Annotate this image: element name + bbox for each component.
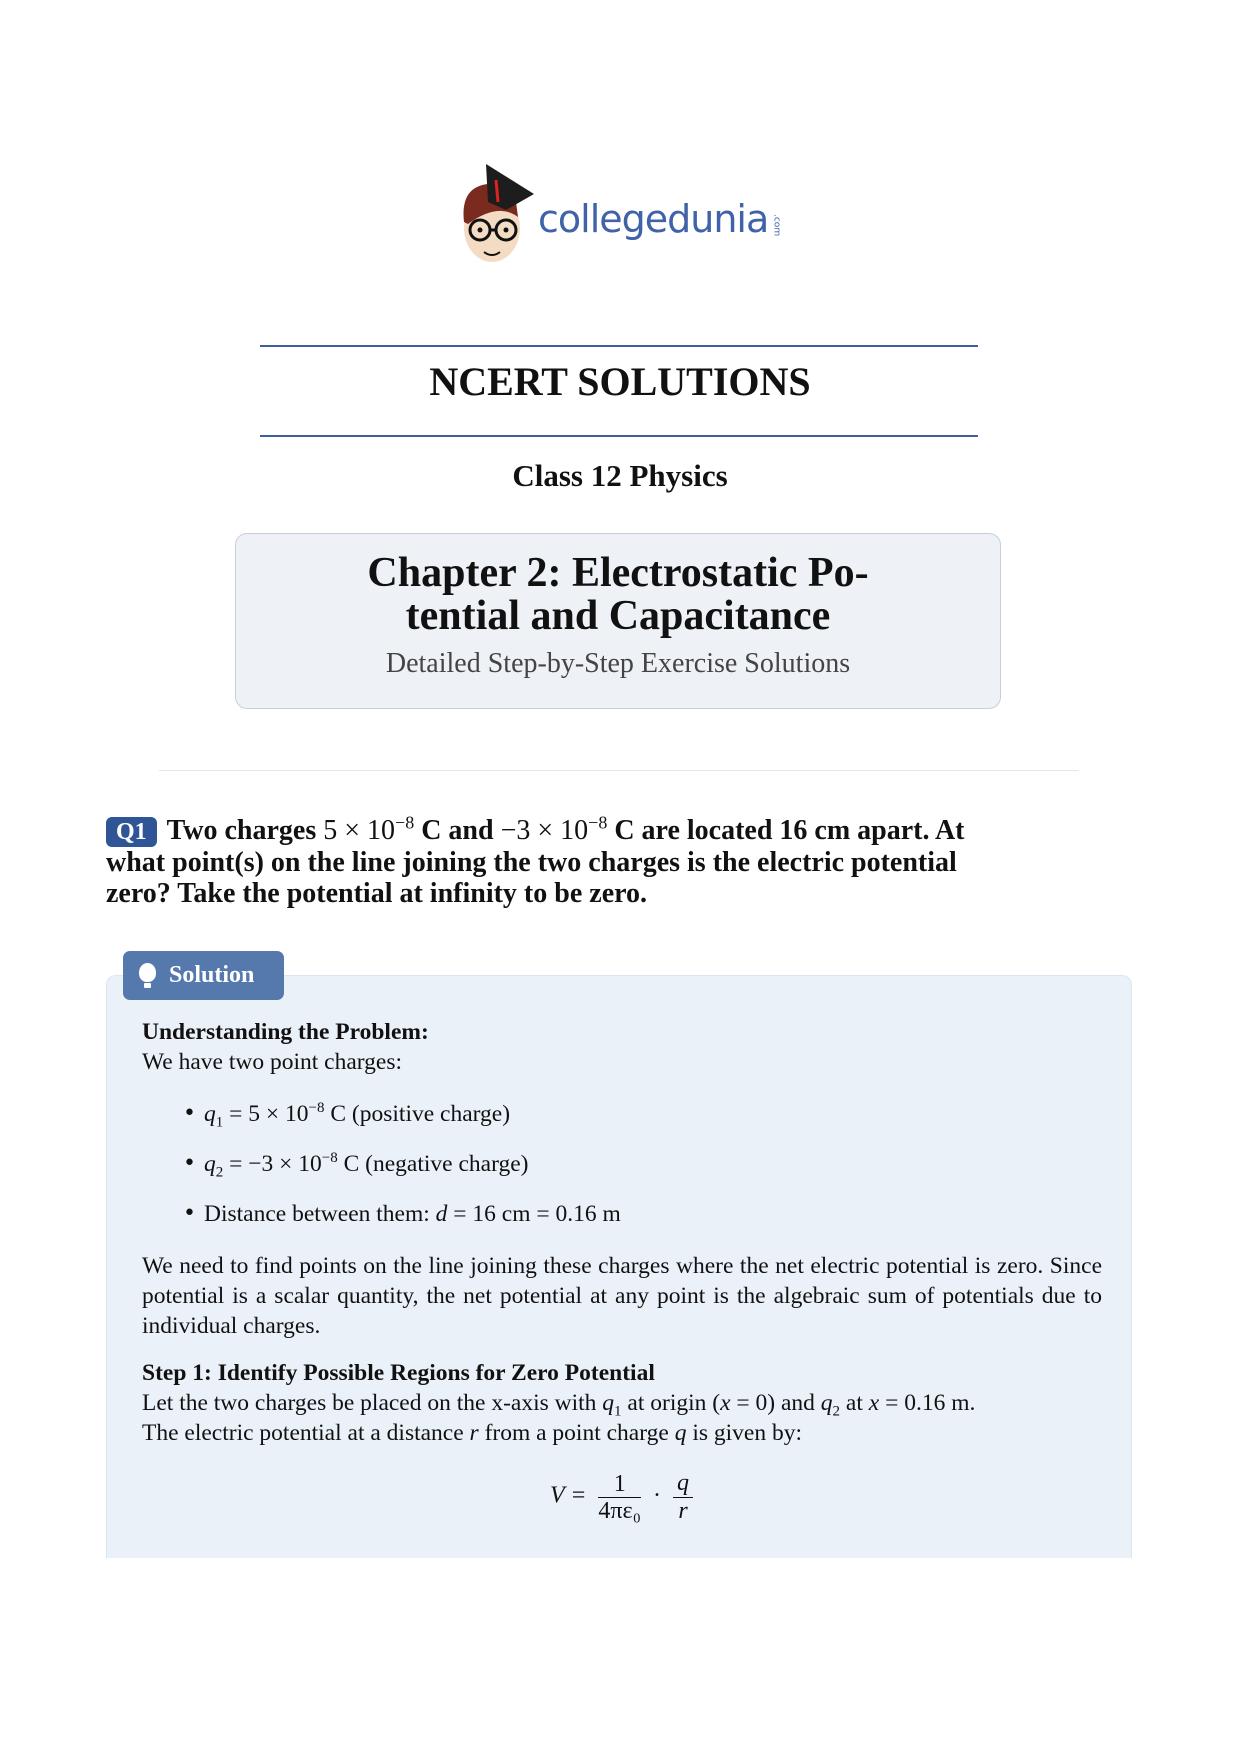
- sub: 2: [832, 1403, 841, 1420]
- dot: ·: [652, 1482, 661, 1509]
- q-math: 5 × 10: [323, 815, 396, 846]
- q-exp: −8: [588, 812, 608, 833]
- bullet-q1: [204, 1099, 510, 1129]
- potential-formula: [550, 1470, 699, 1524]
- section-divider: [159, 770, 1079, 771]
- var: d: [435, 1201, 448, 1227]
- chapter-title-line: Chapter 2: Electrostatic Po-: [367, 550, 869, 596]
- q-math: −3 × 10: [500, 815, 589, 846]
- chapter-title: [236, 552, 1000, 638]
- t: at origin (: [621, 1390, 721, 1416]
- question-line: what point(s) on the line joining the two charges is the electric potential: [106, 847, 957, 878]
- q-text: C and: [414, 815, 501, 846]
- paragraph: We need to find points on the line joining these charges where the net electric potential is zero. Since potential is a scalar quantity, the net potential at any point is the algebraic sum of potentials due to individual charges.: [142, 1253, 1102, 1339]
- mascot-icon: [458, 162, 534, 267]
- val: = −3 × 10: [223, 1151, 322, 1177]
- t: is given by:: [686, 1420, 802, 1446]
- heading-understanding: Understanding the Problem:: [142, 1019, 429, 1045]
- t: from a point charge: [478, 1420, 675, 1446]
- den: r: [678, 1498, 688, 1524]
- question-badge: Q1: [106, 817, 157, 847]
- chapter-title-line: tential and Capacitance: [405, 593, 831, 639]
- t: The electric potential at a distance: [142, 1420, 470, 1446]
- var-x: x: [868, 1390, 880, 1416]
- lhs: V =: [550, 1482, 587, 1509]
- t: = 0.16 m.: [879, 1390, 976, 1416]
- fraction: [673, 1470, 693, 1524]
- bullet-distance: [204, 1199, 621, 1229]
- page-title: NCERT SOLUTIONS: [429, 359, 811, 404]
- var: q: [204, 1151, 216, 1177]
- solution-label: Solution: [169, 962, 255, 988]
- fraction: [598, 1471, 641, 1524]
- divider-bottom: [260, 435, 978, 437]
- rest: C (positive charge): [324, 1101, 511, 1127]
- q-text: C are located 16 cm apart. At: [607, 815, 965, 846]
- t: Let the two charges be placed on the x-axis with: [142, 1390, 603, 1416]
- collegedunia-logo: [458, 162, 781, 267]
- pre: Distance between them:: [204, 1201, 436, 1227]
- sub: 1: [614, 1403, 622, 1420]
- sub: 2: [215, 1164, 224, 1181]
- solution-tab: [123, 951, 284, 1000]
- var-r: r: [469, 1420, 479, 1446]
- step1-line2: [142, 1418, 802, 1448]
- var-q: q: [674, 1420, 687, 1446]
- class-subtitle: Class 12 Physics: [512, 458, 728, 493]
- intro-text: We have two point charges:: [142, 1049, 403, 1075]
- logo-suffix: .com: [771, 214, 782, 237]
- exp: −8: [321, 1150, 338, 1167]
- lightbulb-icon: [139, 963, 156, 982]
- sub: 1: [215, 1114, 224, 1131]
- t: at: [840, 1390, 869, 1416]
- num: 1: [598, 1471, 641, 1498]
- q-text: Two charges: [166, 815, 324, 846]
- chapter-box: [235, 533, 1001, 709]
- exp: −8: [308, 1100, 325, 1117]
- bullet: •: [183, 1151, 196, 1176]
- bullet: •: [183, 1101, 196, 1126]
- logo-text: collegedunia: [538, 196, 769, 241]
- question-line: zero? Take the potential at infinity to be zero.: [106, 878, 648, 909]
- val: = 5 × 10: [223, 1101, 309, 1127]
- t: = 0) and: [730, 1390, 821, 1416]
- bullet: •: [183, 1201, 196, 1226]
- num: q: [673, 1470, 693, 1498]
- divider-top: [260, 345, 978, 347]
- var-q: q: [602, 1390, 615, 1416]
- q-exp: −8: [395, 812, 415, 833]
- heading-step1: Step 1: Identify Possible Regions for Zero Potential: [142, 1360, 655, 1386]
- step1-line1: [142, 1388, 975, 1418]
- question-line: [106, 812, 1206, 847]
- var: q: [204, 1101, 216, 1127]
- rest: = 16 cm = 0.16 m: [447, 1201, 621, 1227]
- chapter-subtitle: Detailed Step-by-Step Exercise Solutions: [385, 648, 851, 679]
- rest: C (negative charge): [337, 1151, 529, 1177]
- bullet-q2: [204, 1149, 528, 1179]
- var-x: x: [720, 1390, 731, 1416]
- question-text: [106, 812, 1206, 909]
- den: 4πε₀: [598, 1497, 641, 1524]
- var-q: q: [820, 1390, 833, 1416]
